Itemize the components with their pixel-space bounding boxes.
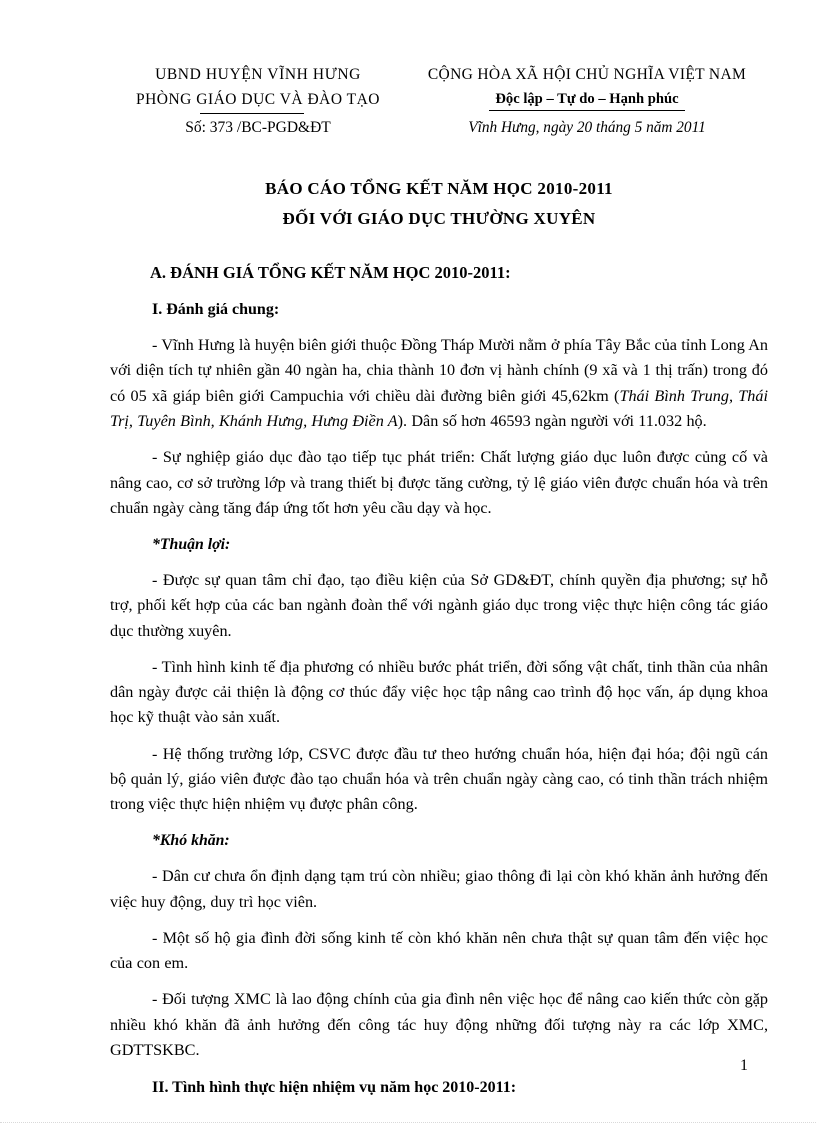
issuing-department: PHÒNG GIÁO DỤC VÀ ĐÀO TẠO — [135, 91, 380, 109]
department-underline — [200, 113, 304, 114]
paragraph-advantage-2: - Tình hình kinh tế địa phương có nhiều bước phát triển, đời sống vật chất, tinh thần của nhân dân ngày được cải thiện là động cơ thúc đẩy việc học tập nâng cao trình độ học vấn, áp dụng khoa học kỹ thuật vào sản xuất. — [110, 657, 768, 727]
national-name: CỘNG HÒA XÃ HỘI CHỦ NGHĨA VIỆT NAM — [427, 66, 747, 83]
header-left-column-3 — [110, 114, 406, 142]
place-and-date: Vĩnh Hưng, ngày 20 tháng 5 năm 2011 — [468, 119, 706, 137]
header-left-column-2 — [110, 87, 406, 114]
header-row-1 — [110, 62, 768, 87]
heading-section-a: A. ĐÁNH GIÁ TỔNG KẾT NĂM HỌC 2010-2011: — [150, 263, 511, 283]
page-subtitle: ĐỐI VỚI GIÁO DỤC THƯỜNG XUYÊN — [282, 208, 596, 228]
header-row-2 — [110, 87, 768, 114]
heading-advantages: *Thuận lợi: — [152, 536, 231, 554]
header-right-column — [406, 62, 768, 87]
paragraph-difficulty-2: - Một số hộ gia đình đời sống kinh tế còn khó khăn nên chưa thật sự quan tâm đến việc học của con em. — [110, 928, 768, 973]
page-title: BÁO CÁO TỔNG KẾT NĂM HỌC 2010-2011 — [265, 179, 613, 199]
document-header — [110, 62, 768, 142]
document-number: Số: 373 /BC-PGD&ĐT — [185, 119, 331, 137]
national-motto: Độc lập – Tự do – Hạnh phúc — [495, 87, 678, 112]
paragraph-geography — [110, 333, 768, 434]
paragraph-advantage-1: - Được sự quan tâm chỉ đạo, tạo điều kiện của Sở GD&ĐT, chính quyền địa phương; sự hỗ trợ, phối kết hợp của các ban ngành đoàn thể với ngành giáo dục trong việc thực hiện công tác giáo dục thường xuyên. — [110, 570, 768, 640]
paragraph-advantage-3: - Hệ thống trường lớp, CSVC được đầu tư theo hướng chuẩn hóa, hiện đại hóa; đội ngũ cán bộ quản lý, giáo viên được đào tạo chuẩn hóa và trên chuẩn ngày càng cao, có tinh thần trách nhiệm trong việc thực hiện nhiệm vụ được phân công. — [110, 744, 768, 814]
paragraph-difficulty-3: - Đối tượng XMC là lao động chính của gia đình nên việc học để nâng cao kiến thức còn gặp nhiều khó khăn đã ảnh hưởng đến công tác huy động những đối tượng này ra các lớp XMC, GDTTSKBC. — [110, 990, 768, 1059]
heading-difficulties: *Khó khăn: — [152, 832, 230, 850]
paragraph-geography-part-2: ). Dân số hơn 46593 ngàn người với 11.032 hộ. — [397, 412, 707, 431]
heading-section-ii: II. Tình hình thực hiện nhiệm vụ năm học 2010-2011: — [152, 1079, 517, 1097]
header-left-column — [110, 62, 406, 87]
title-block — [110, 176, 768, 231]
issuing-authority: UBND HUYỆN VĨNH HƯNG — [155, 66, 361, 83]
header-right-column-3 — [406, 114, 768, 142]
paragraph-education-development: - Sự nghiệp giáo dục đào tạo tiếp tục phát triển: Chất lượng giáo dục luôn được củng cố và nâng cao, cơ sở trường lớp và trang thiết bị được tăng cường, tỷ lệ giáo viên được chuẩn hóa và trên chuẩn ngày càng tăng đáp ứng tốt hơn yêu cầu dạy và học. — [110, 448, 768, 517]
paragraph-geography-part-1: - Vĩnh Hưng là huyện biên giới thuộc Đồng Tháp Mười nằm ở phía Tây Bắc của tỉnh Long An với diện tích tự nhiên gần 40 ngàn ha, chia thành 10 đơn vị hành chính (9 xã và 1 thị trấn) trong đó có 05 xã giáp biên giới Campuchia với chiều dài đường biên giới 45,62km ( — [110, 336, 768, 405]
header-row-3 — [110, 114, 768, 142]
heading-section-i: I. Đánh giá chung: — [152, 301, 280, 319]
header-right-column-2 — [406, 87, 768, 112]
paragraph-difficulty-1: - Dân cư chưa ổn định dạng tạm trú còn nhiều; giao thông đi lại còn khó khăn ảnh hưởng đến việc huy động, duy trì học viên. — [110, 867, 768, 911]
document-body — [110, 261, 768, 1099]
page-content — [110, 62, 768, 1099]
page-number: 1 — [740, 1057, 748, 1074]
commune-names: Thái Bình Trung, Thái Trị, Tuyên Bình, Khánh Hưng, Hưng Điền A — [110, 386, 768, 431]
